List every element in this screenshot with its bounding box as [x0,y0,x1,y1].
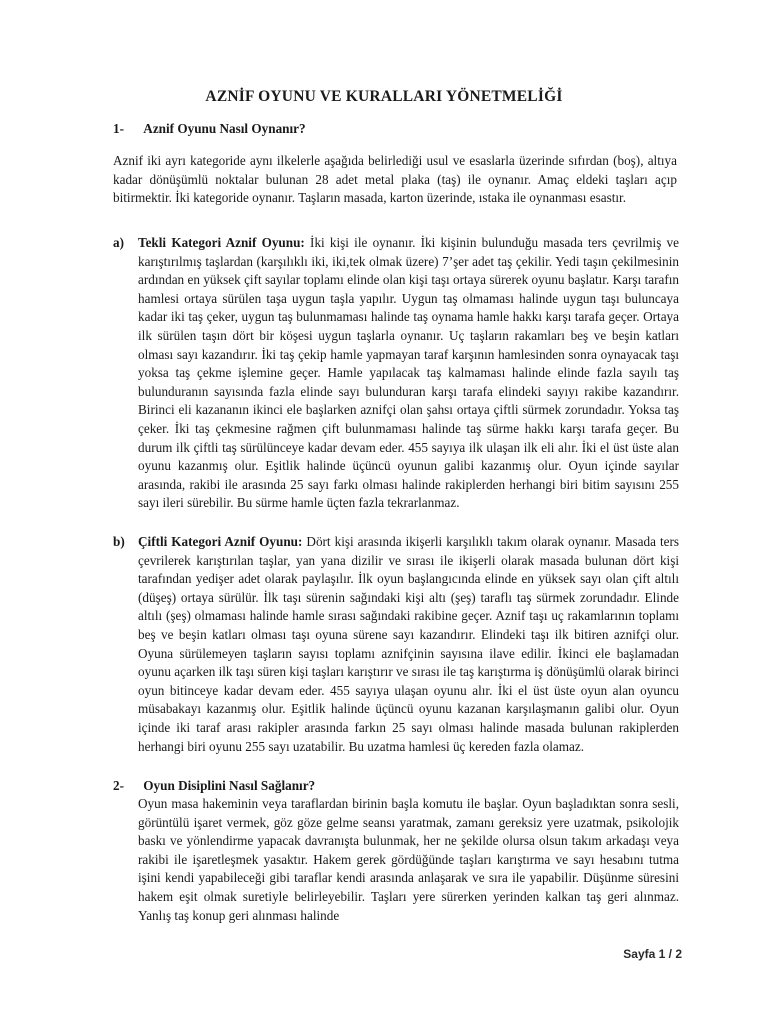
page-number: Sayfa 1 / 2 [623,947,682,961]
list-item-b-lead: Çiftli Kategori Aznif Oyunu: [138,534,303,549]
list-marker-b: b) [113,534,125,549]
section-2-number: 2- [113,778,124,793]
list-item-a-body [138,234,679,513]
section-2-heading [113,778,315,794]
section-1-intro: Aznif iki ayrı kategoride aynı ilkelerle aşağıda belirlediği usul ve esaslarla üzerinde sıfırdan (boş), altıya kadar dönüşümlü noktalar bulunan 28 adet metal plaka (taş) ile oynanır. Amaç eldeki taşları açıp bitirmektir. İki kategoride oynanır. Taşların masada, karton üzerinde, ıstaka ile oynanması esastır. [113,153,677,206]
list-item-b-body [138,533,679,756]
list-marker-a: a) [113,235,124,250]
section-1-title: Aznif Oyunu Nasıl Oynanır? [143,121,306,136]
list-item-a-lead: Tekli Kategori Aznif Oyunu: [138,235,305,250]
list-item-b-text: Dört kişi arasında ikişerli karşılıklı takım olarak oynanır. Masada ters çevrilerek karıştırılan taşlar, yan yana dizilir ve sırası ile ikişerli olarak masada bulunan dört kişi tarafından yedişer adet olarak paylaşılır. İlk oyun başlangıcında elinde en yüksek sayı olan çift altılı (düşeş) ortaya sürülür. İlk taşı sürenin sağındaki kişi altı (şeş) taraflı taş sürmek zorundadır. Elinde altılı (şeş) olmaması halinde hamle sırası sağındaki rakibine geçer. Aznif taşı uç rakamlarının toplamı beş ve beşin katları olması taşı oyuna sürene sayı kazandırır. Elindeki taşı ilk bitiren aznifçi olur. Oyuna sürülemeyen taşların sayısı toplamı aznifçinin sayısına ilave edilir. İkinci ele başlamadan oyunu açarken ilk taşı süren kişi taşları karıştırır ve sırası ile taş karıştırma iş dönüşümlü olarak birinci oyun bitinceye kadar devam eder. 455 sayıya ulaşan oyunu alır. İki el üst üste oyun alan oyuncu müsabakayı kazanmış olur. Eşitlik halinde üçüncü oyunu kazanan karşılaşmanın galibi olur. Oyun içinde iki taraf arası rakipler arasında farkın 25 sayı olması halinde masada bulunan rakiplerden herhangi biri oyunu 255 sayı uzatabilir. Bu uzatma hamlesi üç kereden fazla olamaz. [138,534,680,754]
section-2-title: Oyun Disiplini Nasıl Sağlanır? [143,778,316,793]
list-item-a [113,234,679,513]
document-title: AZNİF OYUNU VE KURALLARI YÖNETMELİĞİ [205,88,563,105]
list-item-b [113,533,679,756]
list-item-a-text: İki kişi ile oynanır. İki kişinin bulunduğu masada ters çevrilmiş ve karıştırılmış taşlardan (karşılıklı iki, iki,tek olmak üzere) 7’şer adet taş çekilir. Yedi taşın çekilmesinin ardından en yüksek çift sayılar toplamı elinde olan kişi taşı ortaya sürerek oyunu başlatır. Karşı tarafın hamlesi ortaya sürülen taşa uygun taşla yapılır. Uygun taş olmaması halinde uygun taşı buluncaya kadar iki taş çeker, uygun taş bulunmaması halinde taş oynama hamle hakkı karşı tarafa geçer. Ortaya ilk sürülen taşın dört bir köşesi uygun taşlarla oynanır. Uç taşların rakamları beş ve beşin katları olması sayı kazandırır. İki taş çekip hamle yapmayan taraf karşının hamlesinden sonra oynayacak taşı yoksa taş çekme işlemine geçer. Hamle yapılacak taş kalmaması halinde elinde fazla sayılı taş bulunduranın sayısında fazla elinde sayı bulunduran karşı tarafa elindeki sayıyı rakibe kazandırır. Birinci eli kazananın ikinci ele başlarken aznifçi olan şahsı ortaya çiftli sürmek zorundadır. Yoksa taş çeker. İki taş çekmesine rağmen çift bulunmaması halinde taş sürme hakkı karşı tarafa geçer. Bu durum ilk çiftli taş sürülünceye kadar devam eder. 455 sayıya ilk ulaşan ilk eli alır. İki el üst üste alan oyunu kazanmış olur. Eşitlik halinde üçüncü oyunun galibi kazanmış olur. Oyun içinde sayılar arasında, rakibi ile arasında 25 sayı farkı olması halinde rakiplerden herhangi biri bitim sayısını 255 sayı ileri sürebilir. Bu sürme hamle üçten fazla tekrarlanmaz. [138,235,679,511]
section-1-number: 1- [113,121,124,136]
section-2-body: Oyun masa hakeminin veya taraflardan birinin başla komutu ile başlar. Oyun başladıktan sonra sesli, görüntülü işaret vermek, göz göze gelme seansı yaratmak, zamanı gereksiz yere uzatmak, psikolojik baskı ve yönlendirme yapacak davranışta bulunmak, her ne şekilde olursa olsun takım arkadaşı veya rakibi ile işaretleşmek yasaktır. Hakem gerek gördüğünde taşları karıştırma ve sayı hesabını tutma işini kendi yapabileceği gibi taraflar kendi arasında anlaşarak ve sıra ile yapabilir. Düşünme süresini hakem eşit olmak suretiyle belirleyebilir. Taşları yere sürerken yerinden kalkan taş geri alınmaz. Yanlış taş konup geri alınması halinde [138,796,679,923]
section-1-heading [113,121,306,137]
